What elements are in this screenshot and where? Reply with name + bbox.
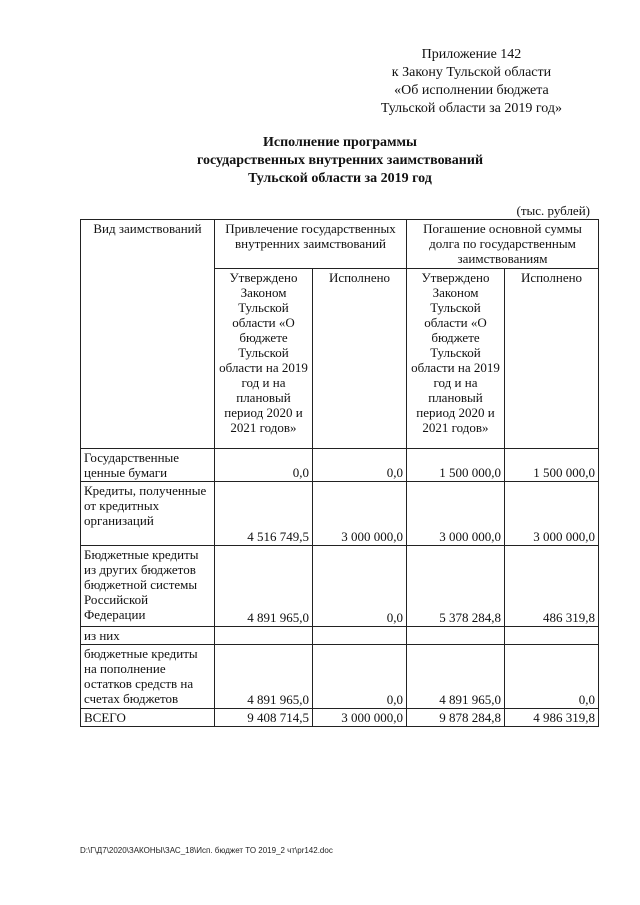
row-label: ВСЕГО [81,709,215,727]
cell-att-approved: 9 408 714,5 [215,709,313,727]
cell-att-approved: 4 891 965,0 [215,645,313,709]
appendix-line-2: к Закону Тульской области [391,65,552,80]
row-label: Кредиты, полученные от кредитных организаций [81,482,215,546]
title-line-1: Исполнение программы [263,135,417,150]
table-row [81,627,599,645]
title-line-2: государственных внутренних заимствований [196,153,484,168]
table-header-row-1 [81,220,599,269]
appendix-header [381,46,562,118]
table-row-total [81,709,599,727]
cell-att-executed: 3 000 000,0 [313,482,407,546]
row-label: из них [81,627,215,645]
cell-rep-executed: 486 319,8 [505,546,599,627]
cell-att-executed: 0,0 [313,645,407,709]
title-line-3: Тульской области за 2019 год [248,171,432,186]
cell-rep-approved: 9 878 284,8 [407,709,505,727]
appendix-line-1: Приложение 142 [421,47,522,62]
document-title [140,134,540,188]
row-label: Государственные ценные бумаги [81,449,215,482]
cell-rep-executed [505,627,599,645]
cell-rep-approved: 3 000 000,0 [407,482,505,546]
header-repayment-approved: Утверждено Законом Тульской области «О бюджете Тульской области на 2019 год и на плановый период 2020 и 2021 годов» [407,269,505,449]
cell-rep-executed: 0,0 [505,645,599,709]
cell-rep-executed: 4 986 319,8 [505,709,599,727]
cell-att-executed [313,627,407,645]
header-attraction-approved: Утверждено Законом Тульской области «О бюджете Тульской области на 2019 год и на плановый период 2020 и 2021 годов» [215,269,313,449]
cell-att-approved: 4 516 749,5 [215,482,313,546]
table-row [81,645,599,709]
appendix-line-3: «Об исполнении бюджета [394,83,549,98]
cell-rep-approved [407,627,505,645]
table-row [81,449,599,482]
header-repayment-executed: Исполнено [505,269,599,449]
cell-rep-approved: 4 891 965,0 [407,645,505,709]
file-path-footer: D:\Г\Д7\2020\ЗАКОНЫ\ЗАС_18\Исп. бюджет ТО 2019_2 чт\pr142.doc [80,846,333,855]
cell-att-executed: 0,0 [313,546,407,627]
cell-rep-approved: 5 378 284,8 [407,546,505,627]
borrowings-table [80,219,599,727]
row-label: Бюджетные кредиты из других бюджетов бюджетной системы Российской Федерации [81,546,215,627]
header-attraction: Привлечение государственных внутренних заимствований [215,220,407,269]
cell-rep-approved: 1 500 000,0 [407,449,505,482]
row-label: бюджетные кредиты на пополнение остатков средств на счетах бюджетов [81,645,215,709]
cell-rep-executed: 1 500 000,0 [505,449,599,482]
units-label: (тыс. рублей) [516,203,590,218]
cell-att-approved: 4 891 965,0 [215,546,313,627]
table-row [81,482,599,546]
cell-att-executed: 3 000 000,0 [313,709,407,727]
cell-att-executed: 0,0 [313,449,407,482]
header-attraction-executed: Исполнено [313,269,407,449]
cell-rep-executed: 3 000 000,0 [505,482,599,546]
table-row [81,546,599,627]
cell-att-approved [215,627,313,645]
header-repayment: Погашение основной суммы долга по государственным заимствованиям [407,220,599,269]
cell-att-approved: 0,0 [215,449,313,482]
appendix-line-4: Тульской области за 2019 год» [380,101,562,116]
header-type: Вид заимствований [81,220,215,449]
